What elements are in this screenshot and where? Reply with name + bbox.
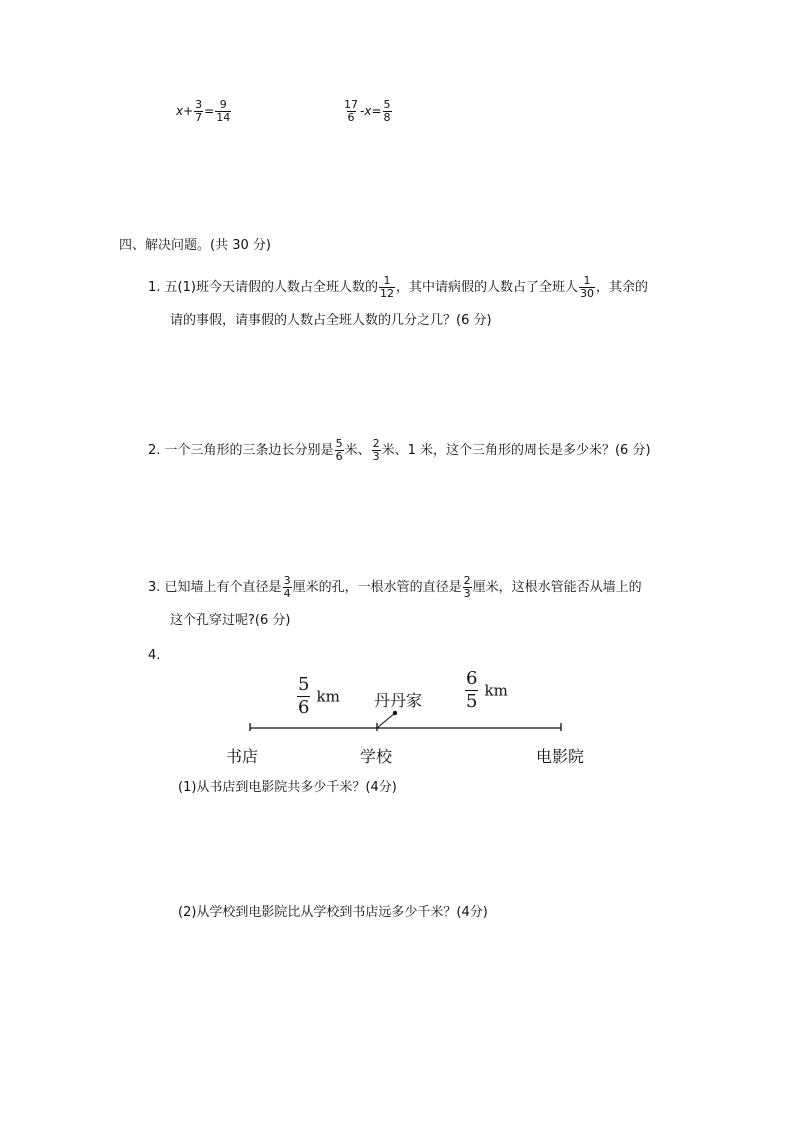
q4-subquestion-1: (1)从书店到电影院共多少千米？(4分) — [178, 780, 397, 795]
q3-text-1: 已知墙上有个直径是 — [164, 580, 282, 595]
equation-2 — [342, 99, 393, 124]
diagram-home-label: 丹丹家 — [374, 691, 423, 710]
question-3-line-1 — [148, 575, 642, 600]
q3-text-3: 厘米，这根水管能否从墙上的 — [472, 580, 642, 595]
diagram-home-dot — [393, 711, 397, 715]
diagram-label-school: 学校 — [360, 747, 393, 766]
question-3-line-2: 这个孔穿过呢?(6 分) — [170, 613, 291, 628]
q4-number: 4. — [148, 648, 161, 663]
q2-number: 2. — [148, 443, 161, 458]
q2-text-3: 米、1 米，这个三角形的周长是多少米？(6 分) — [381, 443, 651, 458]
eq2-fraction-b: $\frac{5}{8}$ — [383, 98, 391, 124]
eq1-var: x — [176, 104, 184, 118]
section-title: 四、解决问题。(共 30 分) — [119, 238, 271, 253]
eq1-equals: = — [204, 104, 215, 118]
q1-fraction-1: $\frac{1}{12}$ — [379, 274, 394, 300]
q2-fraction-2: $\frac{2}{3}$ — [372, 437, 380, 463]
diagram-right-fraction: $\frac{6}{5}$ — [466, 668, 478, 712]
q1-text-3: ，其余的 — [595, 280, 648, 295]
eq2-var: x — [364, 104, 372, 118]
question-1-line-1 — [148, 275, 648, 300]
eq1-fraction-b: $\frac{9}{14}$ — [216, 98, 231, 124]
eq1-fraction-a: $\frac{3}{7}$ — [195, 98, 203, 124]
q2-fraction-1: $\frac{5}{6}$ — [335, 437, 343, 463]
distance-diagram — [226, 668, 590, 778]
question-1-line-2: 请的事假，请事假的人数占全班人数的几分之几？(6 分) — [170, 313, 492, 328]
q4-subquestion-2: (2)从学校到电影院比从学校到书店远多少千米？(4分) — [178, 905, 488, 920]
q1-number: 1. — [148, 280, 161, 295]
eq1-op: + — [183, 104, 194, 118]
eq2-op: - — [360, 104, 365, 118]
diagram-left-fraction: $\frac{5}{6}$ — [298, 674, 310, 718]
q3-fraction-2: $\frac{2}{3}$ — [463, 574, 471, 600]
question-2 — [148, 438, 651, 463]
diagram-home-pointer — [377, 713, 395, 728]
equation-1 — [176, 99, 232, 124]
q2-text-1: 一个三角形的三条边长分别是 — [164, 443, 334, 458]
diagram-label-bookstore: 书店 — [226, 747, 259, 766]
q3-text-2: 厘米的孔，一根水管的直径是 — [292, 580, 462, 595]
diagram-left-unit: km — [316, 687, 340, 706]
eq2-fraction-a: $\frac{17}{6}$ — [344, 98, 358, 124]
q3-number: 3. — [148, 580, 161, 595]
diagram-right-unit: km — [484, 681, 508, 700]
q3-fraction-1: $\frac{3}{4}$ — [283, 574, 291, 600]
eq2-equals: = — [371, 104, 382, 118]
q1-text-2: ，其中请病假的人数占了全班人 — [395, 280, 578, 295]
diagram-label-cinema: 电影院 — [536, 747, 585, 766]
q2-text-2: 米、 — [344, 443, 371, 458]
q1-text-1: 五(1)班今天请假的人数占全班人数的 — [164, 280, 378, 295]
q1-fraction-2: $\frac{1}{30}$ — [579, 274, 594, 300]
